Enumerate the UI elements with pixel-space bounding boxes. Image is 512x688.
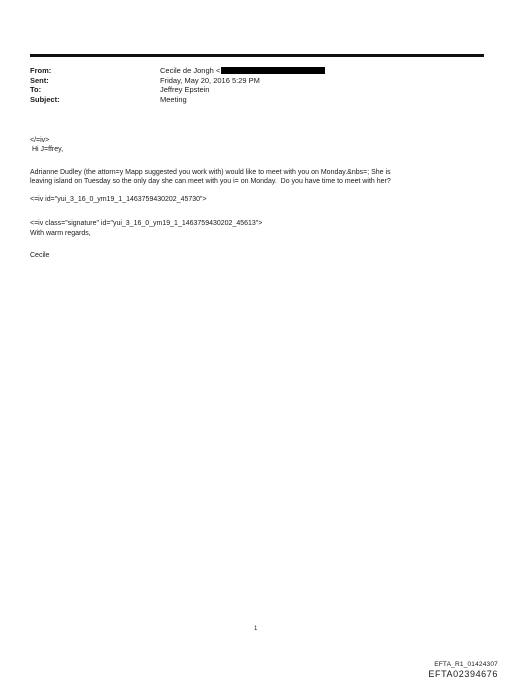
- from-row: [30, 66, 325, 76]
- bates-number-2: EFTA02394676: [428, 669, 498, 679]
- page-number: 1: [254, 626, 258, 632]
- from-value: [160, 66, 325, 76]
- bates-footer: [428, 661, 498, 679]
- closing: With warm regards,: [30, 229, 91, 237]
- div-id-text: <=iv id="yui_3_16_0_ym19_1_1463759430202_45730">: [30, 196, 207, 204]
- body-line-1: Adrianne Dudley (the attorn=y Mapp suggested you work with) would like to meet with you on Monday.&nbs=; She is: [30, 168, 391, 176]
- to-value: Jeffrey Epstein: [160, 85, 210, 94]
- signoff: Cecile: [30, 252, 50, 260]
- subject-row: [30, 95, 325, 105]
- signature-div-text: <=iv class="signature" id="yui_3_16_0_ym19_1_1463759430202_45613">: [30, 220, 263, 228]
- div-close-text: </=iv>: [30, 137, 50, 144]
- subject-value: Meeting: [160, 94, 187, 104]
- to-row: [30, 85, 325, 95]
- bates-number-1: EFTA_R1_01424307: [434, 661, 498, 668]
- body-line-2: leaving island on Tuesday so the only day she can meet with you i= on Monday. Do you have time to meet with her?: [30, 177, 391, 185]
- sent-label: Sent:: [30, 75, 49, 85]
- sent-value: Friday, May 20, 2016 5:29 PM: [160, 75, 260, 85]
- from-text: Cecile de Jongh <: [160, 66, 221, 75]
- header-rule: [30, 54, 484, 57]
- to-label: To:: [30, 85, 42, 94]
- email-header: [30, 66, 325, 104]
- subject-label: Subject:: [30, 94, 60, 104]
- greeting: Hi J=ffrey,: [32, 146, 64, 154]
- sent-row: [30, 76, 325, 86]
- email-body: [30, 136, 490, 260]
- redaction-bar: [221, 67, 325, 74]
- from-label: From:: [30, 66, 52, 75]
